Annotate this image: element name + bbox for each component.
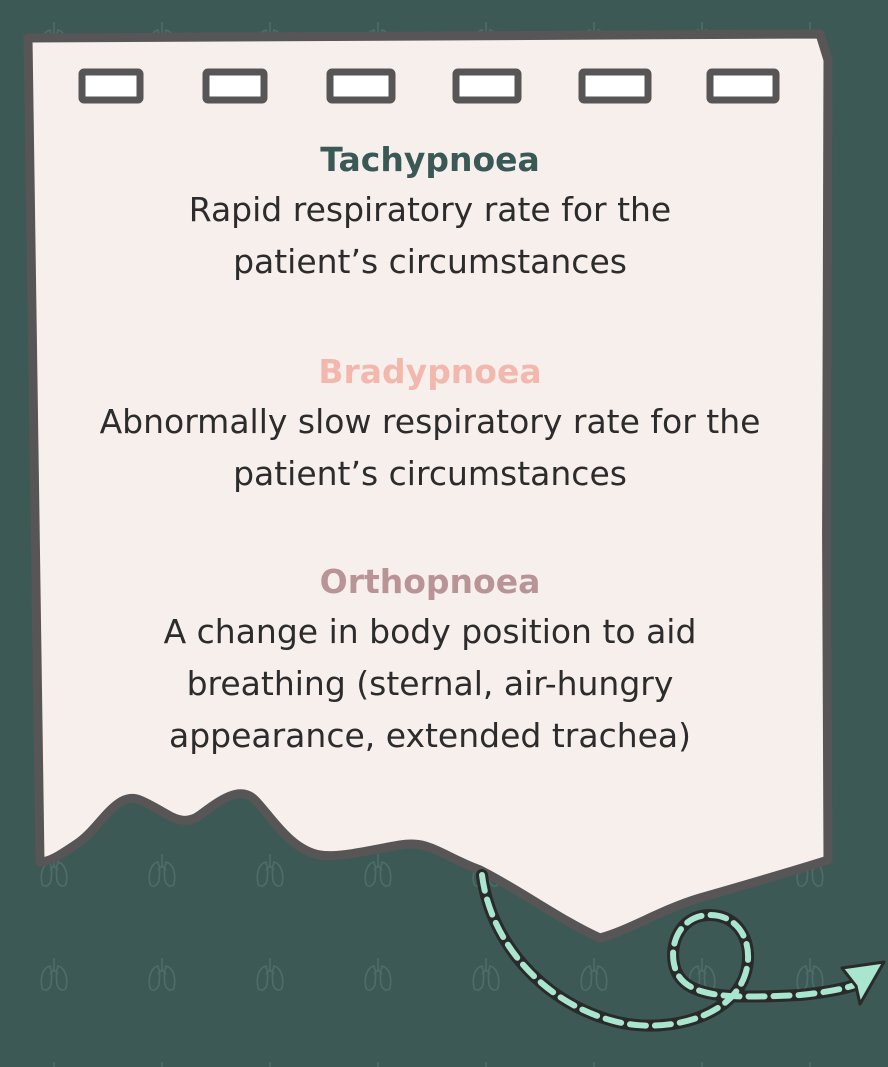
binding-hole [82, 72, 140, 100]
entry-tachypnoea [60, 140, 800, 288]
binding-hole [456, 72, 518, 100]
entry-orthopnoea [60, 562, 800, 762]
binding-hole [206, 72, 264, 100]
binding-hole [330, 72, 392, 100]
term-definition: Abnormally slow respiratory rate for the patient’s circumstances [99, 402, 761, 493]
term-title: Orthopnoea [319, 562, 541, 601]
term-definition: A change in body position to aid breathing (sternal, air-hungry appearance, extended trachea) [163, 612, 697, 755]
binding-hole [710, 72, 776, 100]
term-title: Bradypnoea [318, 352, 542, 391]
term-title: Tachypnoea [320, 140, 540, 179]
term-definition: Rapid respiratory rate for the patient’s circumstances [188, 190, 672, 281]
entry-bradypnoea [60, 352, 800, 500]
binding-hole [582, 72, 648, 100]
